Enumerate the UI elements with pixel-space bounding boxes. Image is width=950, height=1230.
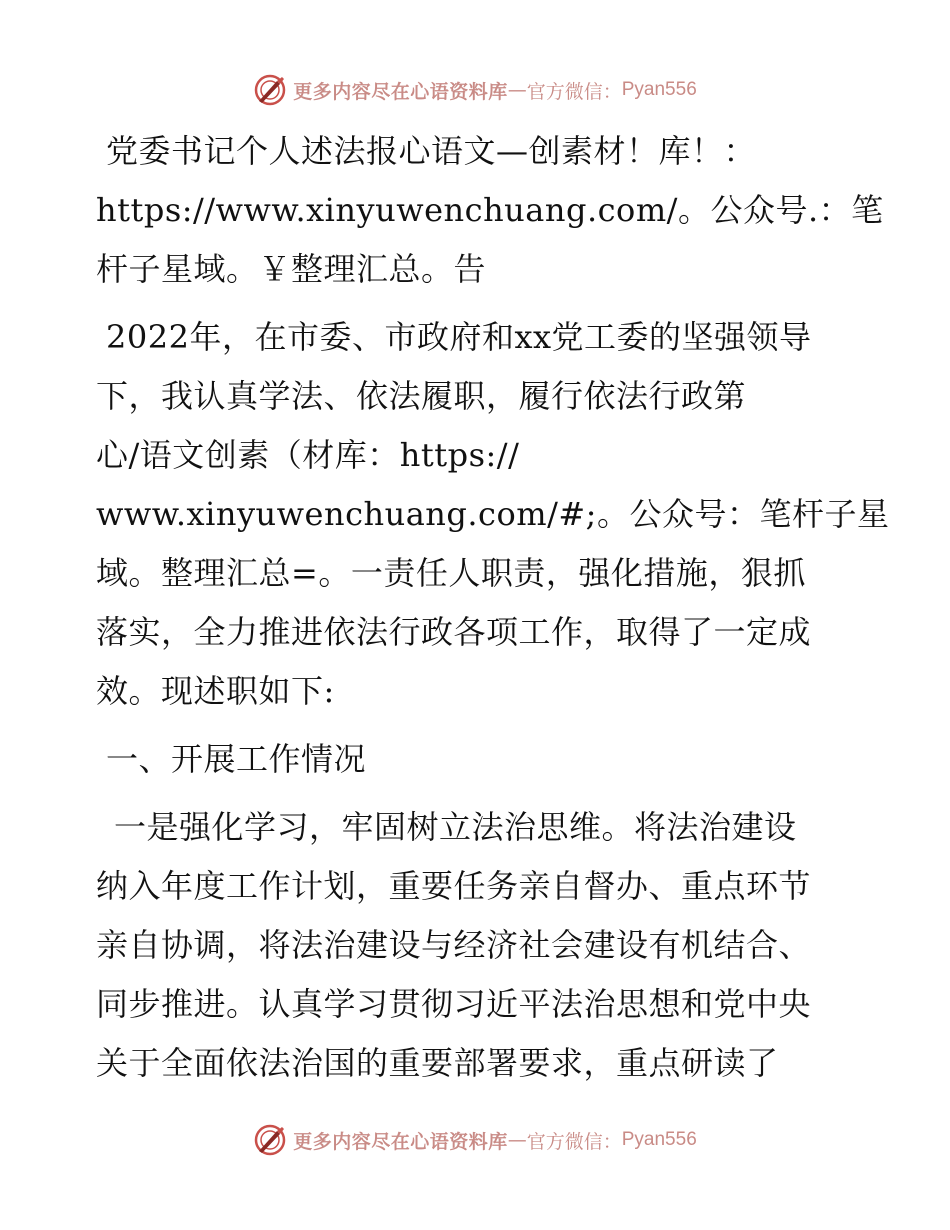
banner-wechat-label: 官方微信： [526, 1130, 622, 1153]
pen-logo-icon [253, 73, 287, 107]
pen-logo-icon [253, 1123, 287, 1157]
paragraph-intro [96, 122, 884, 299]
banner-separator: — [507, 1129, 527, 1151]
text-line: 党委书记个人述法报心语文—创素材！库！： [106, 132, 757, 170]
banner-separator: — [507, 79, 527, 101]
header-banner [0, 70, 950, 110]
text-line: 同步推进。认真学习贯彻习近平法治思想和党中央 [96, 985, 812, 1023]
footer-banner [0, 1120, 950, 1160]
text-line: 关于全面依法治国的重要部署要求，重点研读了 [96, 1044, 779, 1082]
text-line: 2022年，在市委、市政府和xx党工委的坚强领导 [106, 318, 812, 356]
text-line: 杆子星域。￥整理汇总。告 [96, 250, 487, 288]
banner-wechat-label: 官方微信： [526, 80, 622, 103]
document-body [96, 122, 890, 1102]
paragraph-summary [96, 308, 890, 721]
text-line: 纳入年度工作计划，重要任务亲自督办、重点环节 [96, 867, 812, 905]
text-line: 域。整理汇总=。一责任人职责，强化措施，狠抓 [96, 554, 806, 592]
text-line: 一是强化学习，牢固树立法治思维。将法治建设 [114, 808, 797, 846]
banner-title: 更多内容尽在心语资料库 [293, 1130, 508, 1153]
heading-text: 一、开展工作情况 [106, 740, 367, 778]
section-heading [96, 730, 856, 789]
text-line: https://www.xinyuwenchuang.com/。公众号.：笔 [96, 191, 884, 229]
text-line: 效。现述职如下: [96, 672, 335, 710]
text-line: 心/语文创素（材库：https:// [96, 436, 520, 474]
text-line: 亲自协调，将法治建设与经济社会建设有机结合、 [96, 926, 812, 964]
text-line: www.xinyuwenchuang.com/#;。公众号：笔杆子星 [96, 495, 890, 533]
paragraph-study [96, 798, 856, 1093]
banner-wechat-id: Pyan556 [621, 79, 697, 100]
banner-wechat-id: Pyan556 [621, 1129, 697, 1150]
banner-title: 更多内容尽在心语资料库 [293, 80, 508, 103]
text-line: 下，我认真学法、依法履职，履行依法行政第 [96, 377, 747, 415]
text-line: 落实，全力推进依法行政各项工作，取得了一定成 [96, 613, 812, 651]
